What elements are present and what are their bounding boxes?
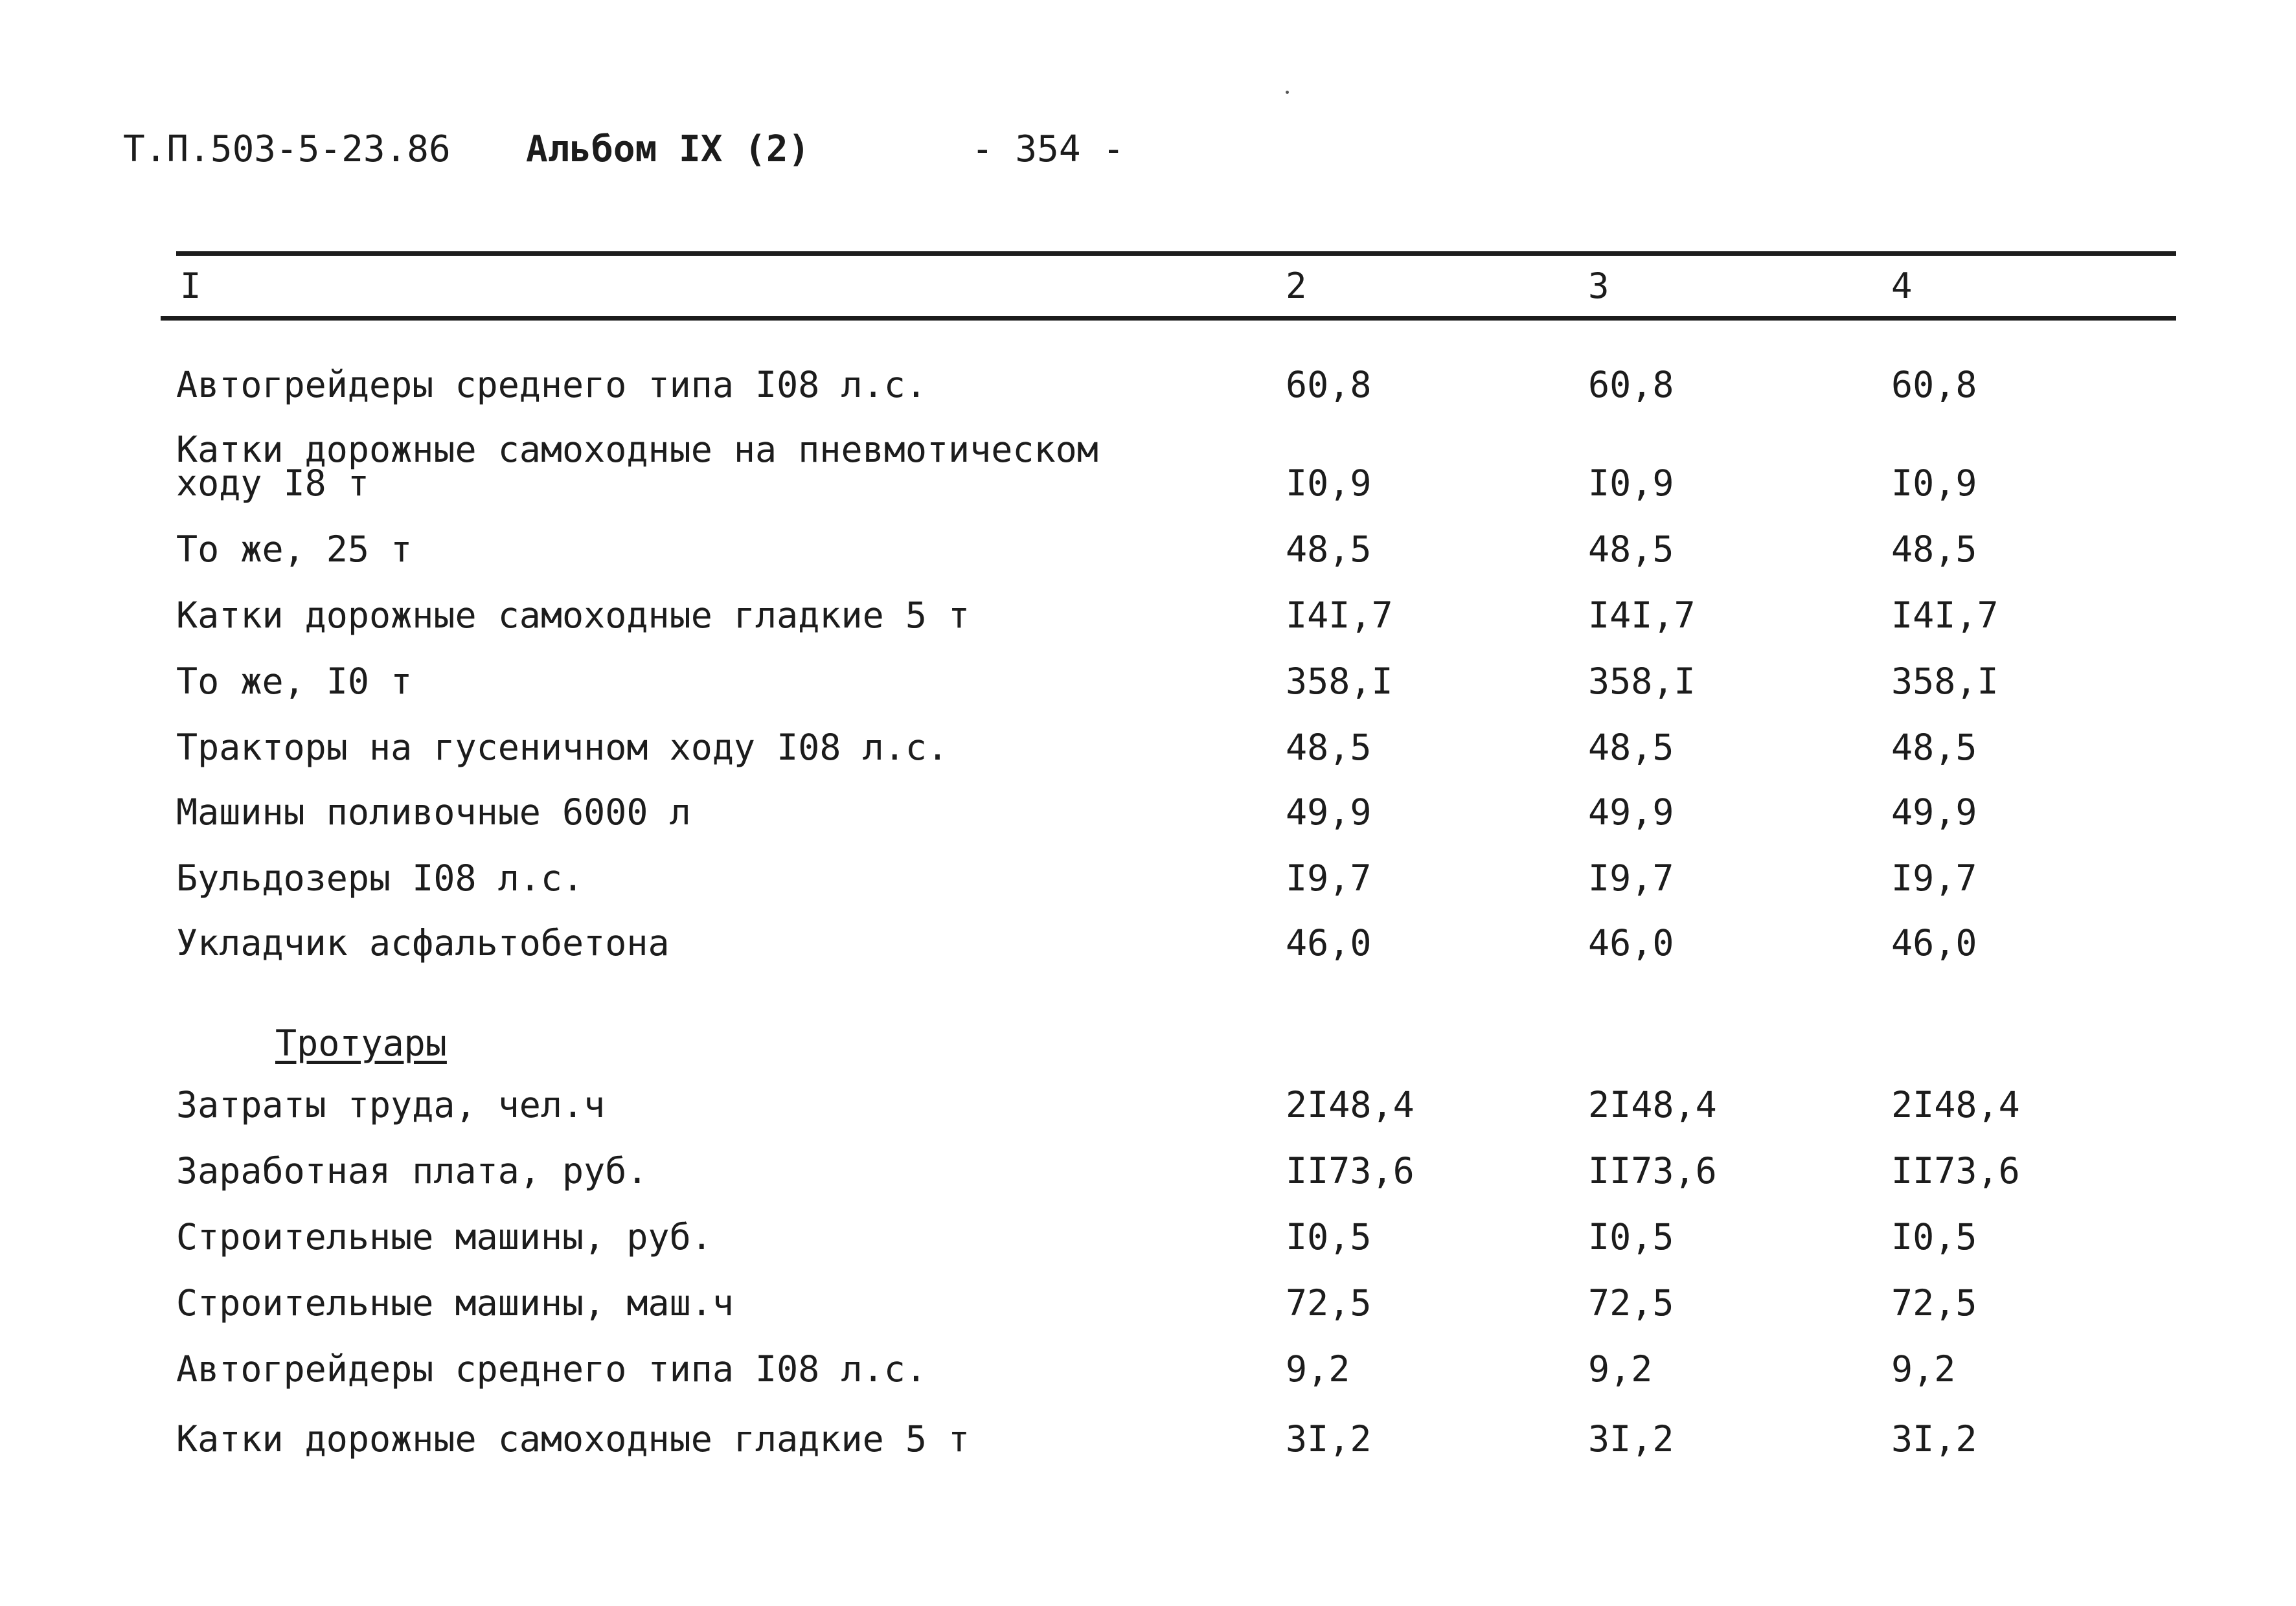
row-value-col2: I0,9	[1286, 462, 1372, 504]
row-value-col3: 46,0	[1588, 922, 1674, 964]
row-value-col3: I9,7	[1588, 857, 1674, 899]
column-header-3: 3	[1588, 266, 1609, 306]
row-value-col4: I0,9	[1891, 462, 1977, 504]
row-value-col4: 2I48,4	[1891, 1084, 2020, 1125]
row-value-col4: I0,5	[1891, 1216, 1977, 1258]
row-value-col2: 49,9	[1286, 791, 1372, 833]
row-name: Строительные машины, маш.ч	[176, 1282, 734, 1324]
row-value-col2: 72,5	[1286, 1282, 1372, 1324]
row-value-col3: 9,2	[1588, 1348, 1653, 1390]
row-value-col4: 3I,2	[1891, 1418, 1977, 1460]
row-value-col3: II73,6	[1588, 1150, 1717, 1192]
row-value-col2: 46,0	[1286, 922, 1372, 964]
row-value-col4: 49,9	[1891, 791, 1977, 833]
row-value-col3: 358,I	[1588, 661, 1696, 702]
row-value-col4: 48,5	[1891, 528, 1977, 570]
row-name: Бульдозеры I08 л.с.	[176, 857, 584, 899]
album-label: Альбом IX (2)	[526, 128, 810, 170]
row-name: Заработная плата, руб.	[176, 1150, 648, 1192]
row-name: Катки дорожные самоходные гладкие 5 т	[176, 594, 970, 636]
row-name: Автогрейдеры среднего типа I08 л.с.	[176, 364, 927, 405]
row-name: Тракторы на гусеничном ходу I08 л.с.	[176, 727, 949, 768]
row-value-col4: 358,I	[1891, 661, 1999, 702]
column-header-2: 2	[1286, 266, 1307, 306]
row-value-col4: 72,5	[1891, 1282, 1977, 1324]
section-title: Тротуары	[275, 1023, 447, 1064]
row-name: Затраты труда, чел.ч	[176, 1084, 606, 1125]
row-value-col2: 60,8	[1286, 364, 1372, 405]
row-value-col3: I4I,7	[1588, 594, 1696, 636]
row-value-col4: 60,8	[1891, 364, 1977, 405]
row-value-col2: 48,5	[1286, 528, 1372, 570]
row-value-col4: 48,5	[1891, 727, 1977, 768]
page-number: - 354 -	[972, 128, 1125, 170]
row-value-col4: I4I,7	[1891, 594, 1999, 636]
row-value-col3: 48,5	[1588, 727, 1674, 768]
row-value-col2: I0,5	[1286, 1216, 1372, 1258]
column-header-1: I	[180, 266, 201, 306]
row-name: Строительные машины, руб.	[176, 1216, 712, 1258]
row-value-col2: I4I,7	[1286, 594, 1393, 636]
row-value-col3: 3I,2	[1588, 1418, 1674, 1460]
row-value-col3: 60,8	[1588, 364, 1674, 405]
row-value-col3: 72,5	[1588, 1282, 1674, 1324]
scan-speck	[1286, 91, 1289, 94]
table-top-rule	[176, 251, 2176, 256]
row-value-col2: 48,5	[1286, 727, 1372, 768]
row-value-col2: 9,2	[1286, 1348, 1350, 1390]
row-name: Катки дорожные самоходные на пневмотическом ходу I8 т	[176, 429, 1098, 504]
row-name: Катки дорожные самоходные гладкие 5 т	[176, 1418, 970, 1460]
row-name: То же, I0 т	[176, 661, 413, 702]
column-header-4: 4	[1891, 266, 1913, 306]
row-value-col4: 9,2	[1891, 1348, 1956, 1390]
row-value-col3: I0,9	[1588, 462, 1674, 504]
row-name: Машины поливочные 6000 л	[176, 791, 691, 833]
row-value-col3: 2I48,4	[1588, 1084, 1717, 1125]
row-value-col3: 49,9	[1588, 791, 1674, 833]
row-value-col4: I9,7	[1891, 857, 1977, 899]
table-header-rule	[161, 316, 2176, 321]
row-value-col3: I0,5	[1588, 1216, 1674, 1258]
row-name: То же, 25 т	[176, 528, 413, 570]
row-name: Автогрейдеры среднего типа I08 л.с.	[176, 1348, 927, 1390]
row-value-col3: 48,5	[1588, 528, 1674, 570]
row-value-col2: 358,I	[1286, 661, 1393, 702]
row-name: Укладчик асфальтобетона	[176, 922, 670, 964]
row-value-col2: 2I48,4	[1286, 1084, 1415, 1125]
row-value-col2: II73,6	[1286, 1150, 1415, 1192]
document-code: Т.П.503-5-23.86	[123, 128, 451, 170]
row-value-col4: 46,0	[1891, 922, 1977, 964]
row-value-col4: II73,6	[1891, 1150, 2020, 1192]
row-value-col2: 3I,2	[1286, 1418, 1372, 1460]
row-value-col2: I9,7	[1286, 857, 1372, 899]
